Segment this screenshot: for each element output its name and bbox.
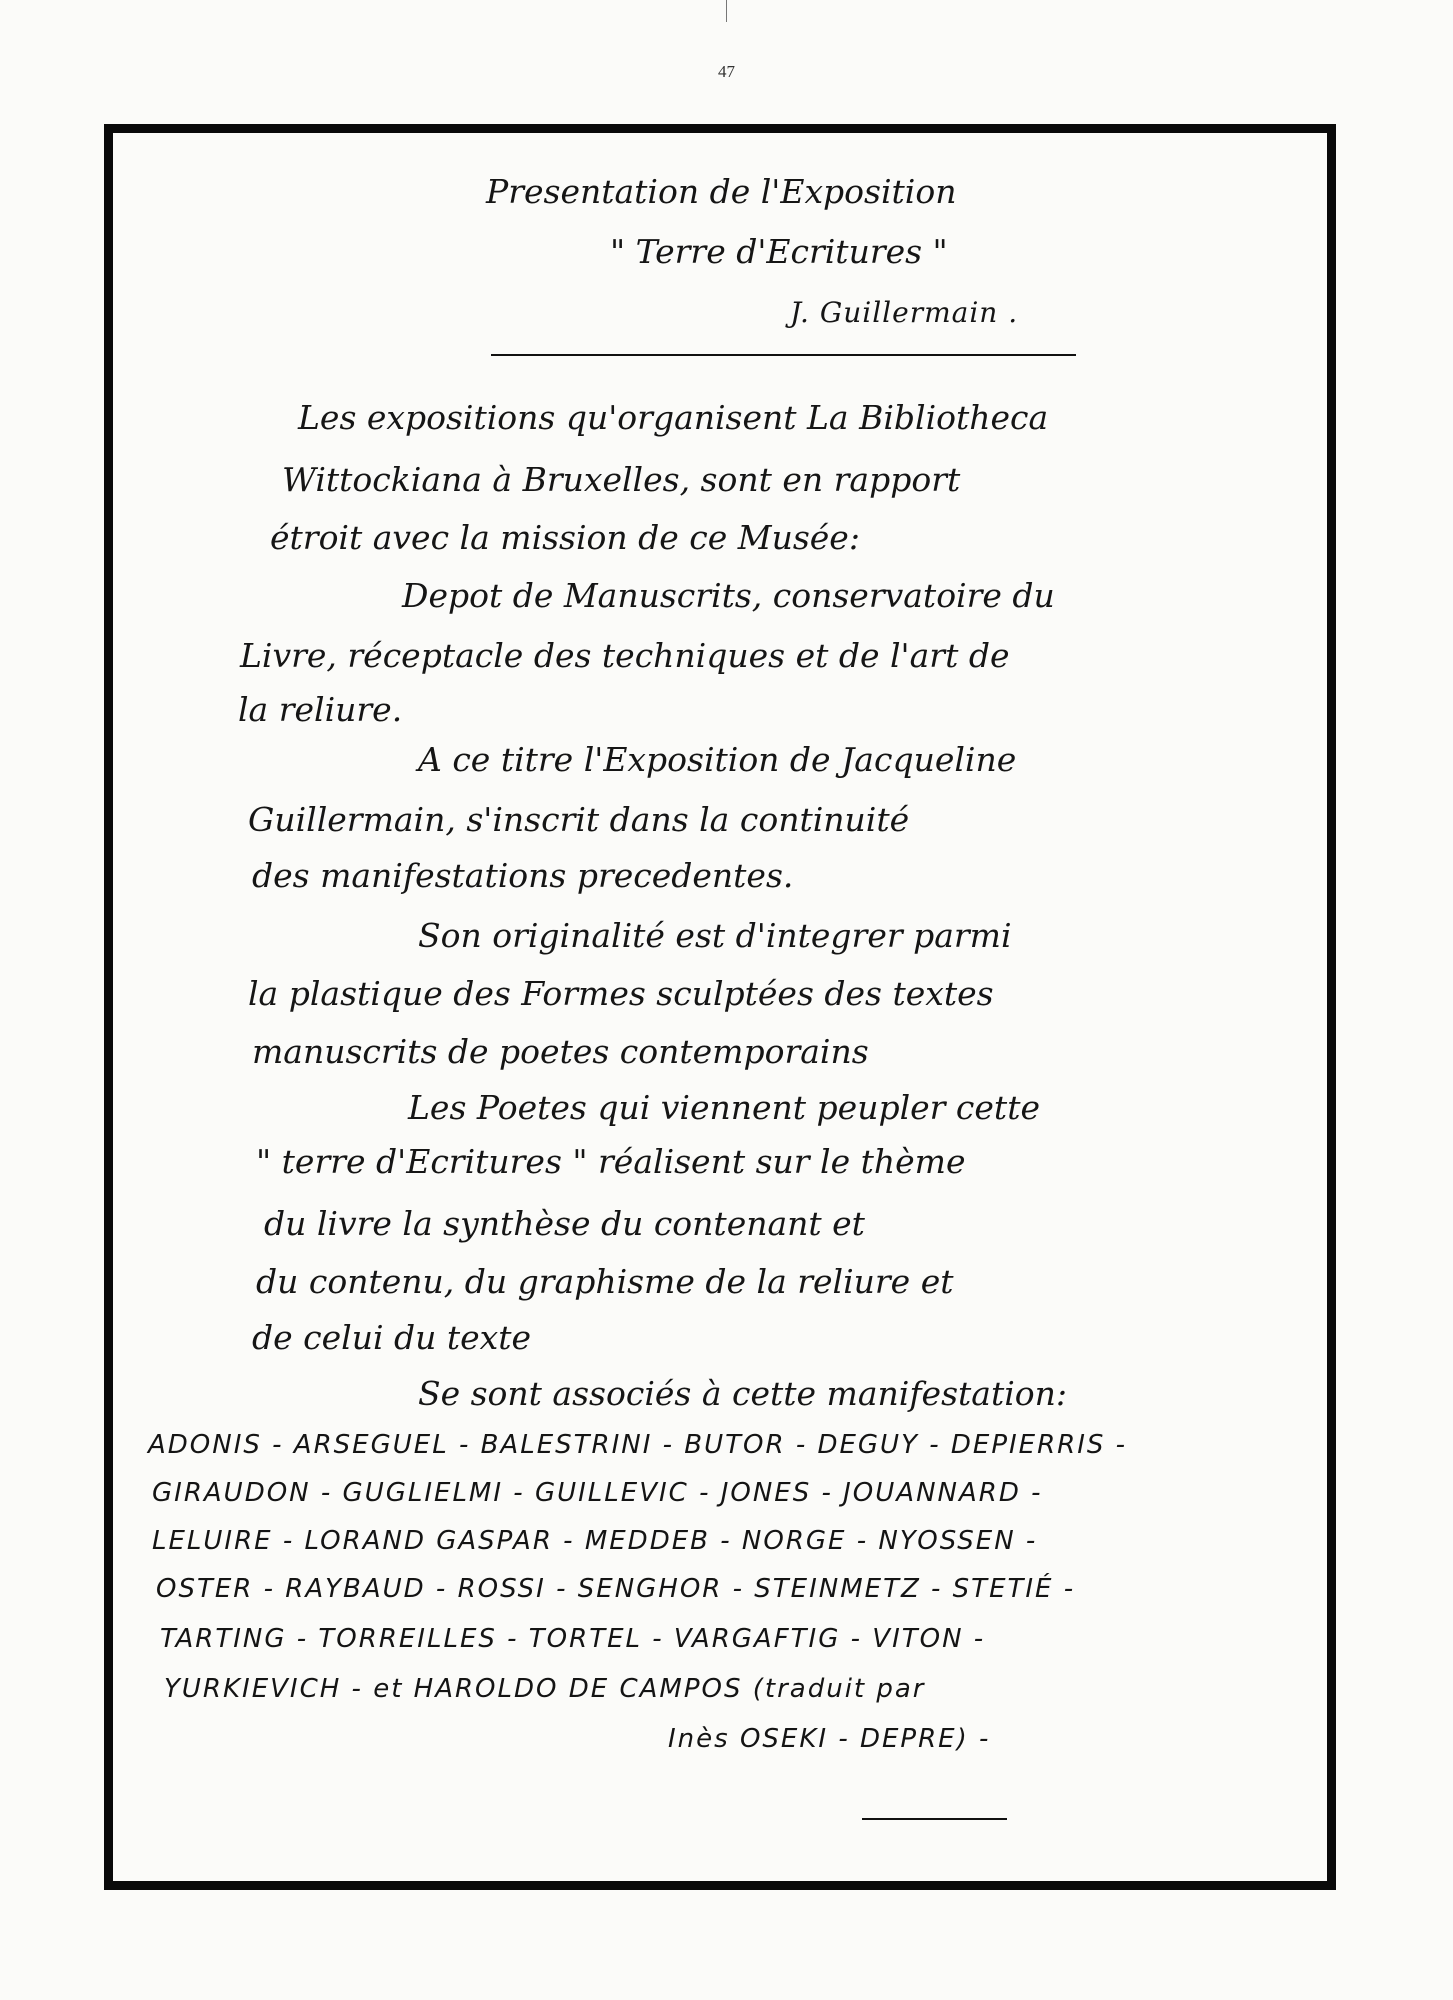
author-signature: J. Guillermain . [790,296,1019,329]
crop-mark [726,0,727,22]
body-line: étroit avec la mission de ce Musée: [270,518,860,557]
body-line: des manifestations precedentes. [252,856,794,895]
body-line: Son originalité est d'integrer parmi [418,916,1012,955]
body-line: Les expositions qu'organisent La Bibliotheca [298,398,1049,437]
poet-names-line: YURKIEVICH - et HAROLDO DE CAMPOS (traduit par [164,1674,926,1704]
body-line: manuscrits de poetes contemporains [252,1032,869,1071]
body-line: Les Poetes qui viennent peupler cette [408,1088,1040,1127]
poet-names-line: TARTING - TORREILLES - TORTEL - VARGAFTIG - VITON - [160,1624,986,1654]
exhibition-name: " Terre d'Ecritures " [610,232,948,271]
body-line: " terre d'Ecritures " réalisent sur le thème [256,1142,966,1181]
closing-rule [862,1818,1007,1820]
poet-names-line: GIRAUDON - GUGLIELMI - GUILLEVIC - JONES - JOUANNARD - [152,1478,1043,1508]
body-line: de celui du texte [252,1318,532,1357]
body-line: Depot de Manuscrits, conservatoire du [402,576,1055,615]
poet-names-line: Inès OSEKI - DEPRE) - [668,1724,991,1754]
body-line: Guillermain, s'inscrit dans la continuité [248,800,910,839]
body-line: la plastique des Formes sculptées des textes [248,974,994,1013]
body-line: du contenu, du graphisme de la reliure et [256,1262,954,1301]
body-line: la reliure. [238,690,403,729]
body-line: du livre la synthèse du contenant et [264,1204,865,1243]
poet-names-line: OSTER - RAYBAUD - ROSSI - SENGHOR - STEINMETZ - STETIÉ - [156,1574,1076,1604]
document-title: Presentation de l'Exposition [486,172,957,211]
poet-names-line: LELUIRE - LORAND GASPAR - MEDDEB - NORGE - NYOSSEN - [152,1526,1038,1556]
body-line: Wittockiana à Bruxelles, sont en rapport [282,460,961,499]
title-underline [491,354,1076,356]
body-line: Se sont associés à cette manifestation: [418,1374,1067,1413]
body-line: A ce titre l'Exposition de Jacqueline [418,740,1017,779]
body-line: Livre, réceptacle des techniques et de l'art de [240,636,1010,675]
page-number: 47 [718,62,735,81]
poet-names-line: ADONIS - ARSEGUEL - BALESTRINI - BUTOR - DEGUY - DEPIERRIS - [148,1430,1128,1460]
